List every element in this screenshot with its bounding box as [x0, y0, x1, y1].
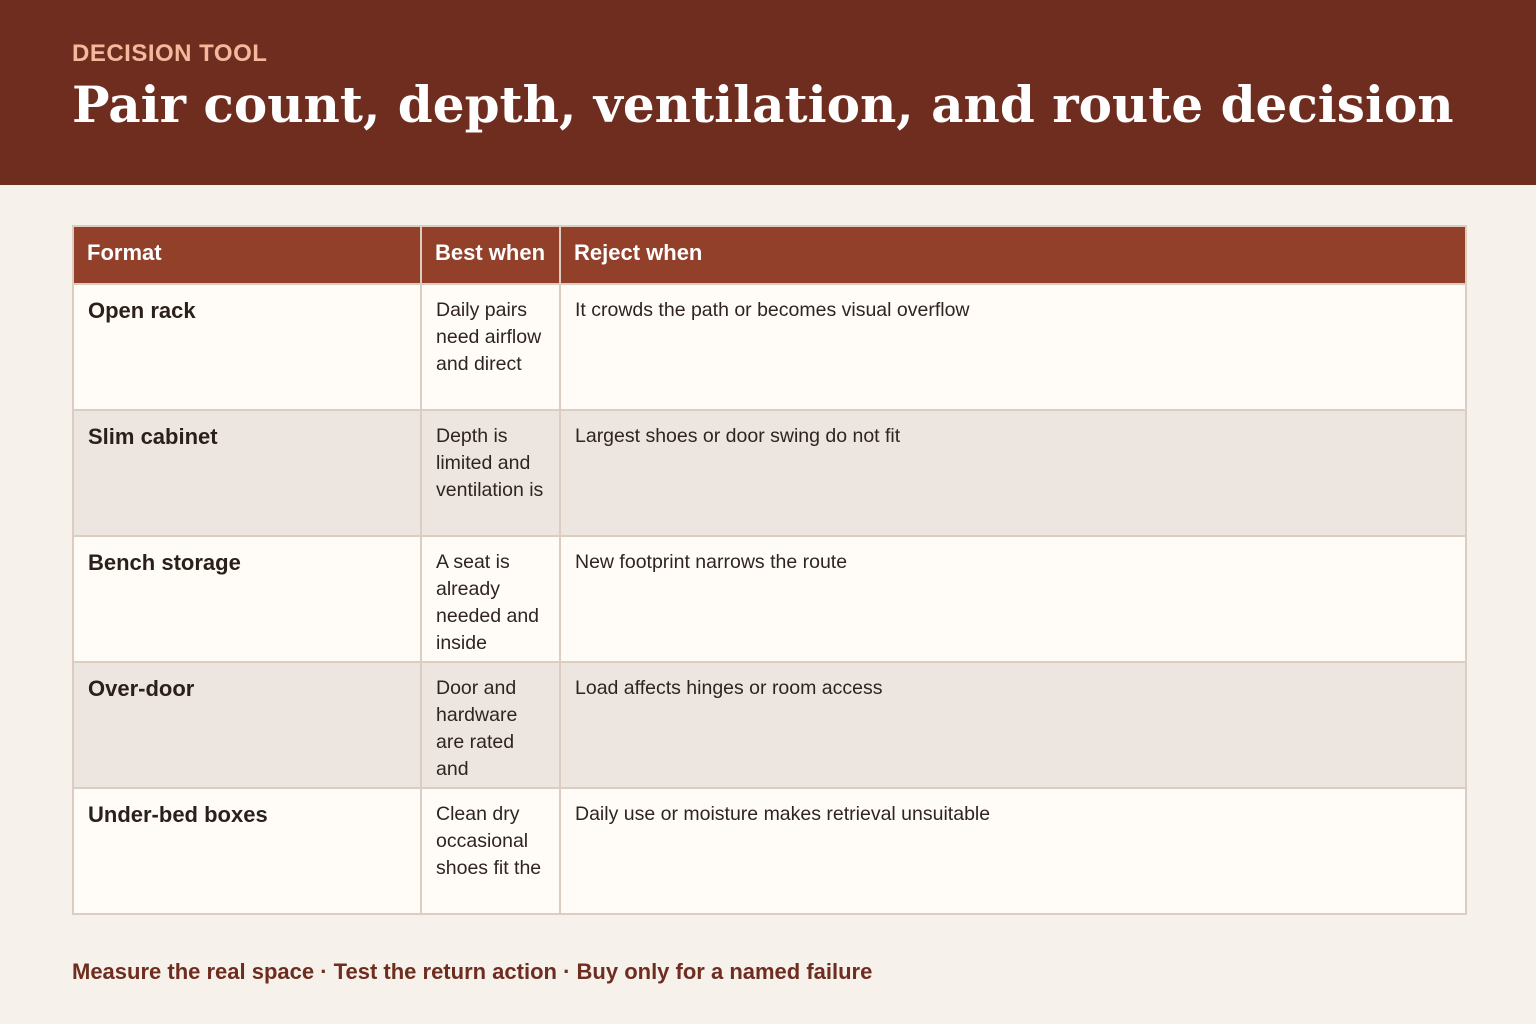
reject-when-cell: It crowds the path or becomes visual overflow	[560, 284, 1466, 410]
table-row	[73, 536, 1466, 662]
table-row	[73, 662, 1466, 788]
page-header	[0, 0, 1536, 185]
best-when-cell: Daily pairs need airflow and direct	[421, 284, 560, 410]
eyebrow-label: DECISION TOOL	[72, 40, 268, 67]
column-header-format: Format	[73, 226, 421, 284]
best-when-cell: Door and hardware are rated and	[421, 662, 560, 788]
format-cell: Open rack	[73, 284, 421, 410]
page-title: Pair count, depth, ventilation, and route decision	[72, 75, 1454, 134]
format-cell: Bench storage	[73, 536, 421, 662]
format-cell: Under-bed boxes	[73, 788, 421, 914]
table-row	[73, 788, 1466, 914]
column-header-best-when: Best when	[421, 226, 560, 284]
format-cell: Slim cabinet	[73, 410, 421, 536]
reject-when-cell: Daily use or moisture makes retrieval unsuitable	[560, 788, 1466, 914]
reject-when-cell: Largest shoes or door swing do not fit	[560, 410, 1466, 536]
table-header-row	[73, 226, 1466, 284]
format-cell: Over-door	[73, 662, 421, 788]
decision-table	[72, 225, 1467, 915]
best-when-cell: Clean dry occasional shoes fit the	[421, 788, 560, 914]
table-row	[73, 410, 1466, 536]
best-when-cell: Depth is limited and ventilation is	[421, 410, 560, 536]
footer-guidance: Measure the real space · Test the return action · Buy only for a named failure	[72, 959, 873, 984]
column-header-reject-when: Reject when	[560, 226, 1466, 284]
table-row	[73, 284, 1466, 410]
reject-when-cell: Load affects hinges or room access	[560, 662, 1466, 788]
best-when-cell: A seat is already needed and inside	[421, 536, 560, 662]
reject-when-cell: New footprint narrows the route	[560, 536, 1466, 662]
